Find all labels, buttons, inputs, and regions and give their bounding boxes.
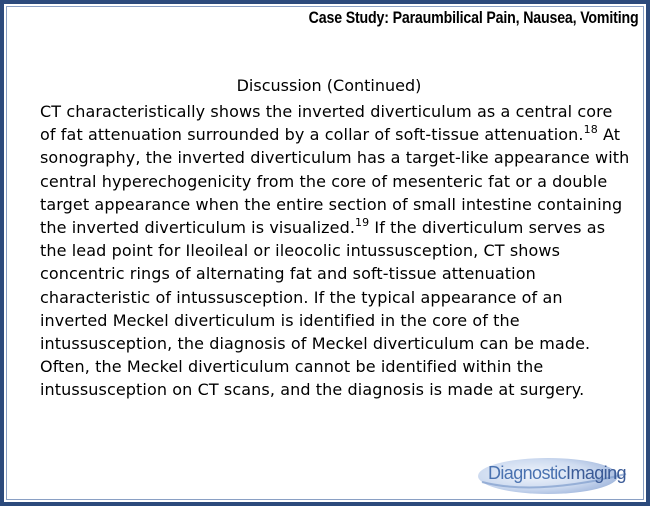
case-title: Case Study: Paraumbilical Pain, Nausea, Vomiting	[308, 9, 638, 27]
discussion-paragraph	[40, 100, 630, 402]
paragraph-text-1: CT characteristically shows the inverted diverticulum as a central core of fat attenuation surrounded by a collar of soft-tissue attenuation.	[40, 102, 613, 145]
logo-text	[488, 463, 626, 484]
section-heading: Discussion (Continued)	[236, 76, 422, 95]
paragraph-text-3: If the diverticulum serves as the lead point for Ileoileal or ileocolic intussusception, CT shows concentric rings of alternating fat and soft-tissue attenuation characteristic of intussusception. If the typical appearance of an inverted Meckel diverticulum is identified in the core of the intussusception, the diagnosis of Meckel diverticulum can be made. Often, the Meckel diverticulum cannot be identified within the intussusception on CT scans, and the diagnosis is made at surgery.	[40, 218, 606, 400]
logo-text-imaging: Imaging	[566, 463, 626, 483]
diagnostic-imaging-logo	[476, 452, 646, 498]
paragraph-text-2: At sonography, the inverted diverticulum has a target-like appearance with central hyperechogenicity from the core of mesenteric fat or a double target appearance when the entire section of small intestine containing the inverted diverticulum is visualized.	[40, 125, 630, 238]
reference-18: 18	[583, 122, 598, 136]
logo-text-diagnostic: Diagnostic	[488, 463, 567, 483]
reference-19: 19	[355, 215, 370, 229]
